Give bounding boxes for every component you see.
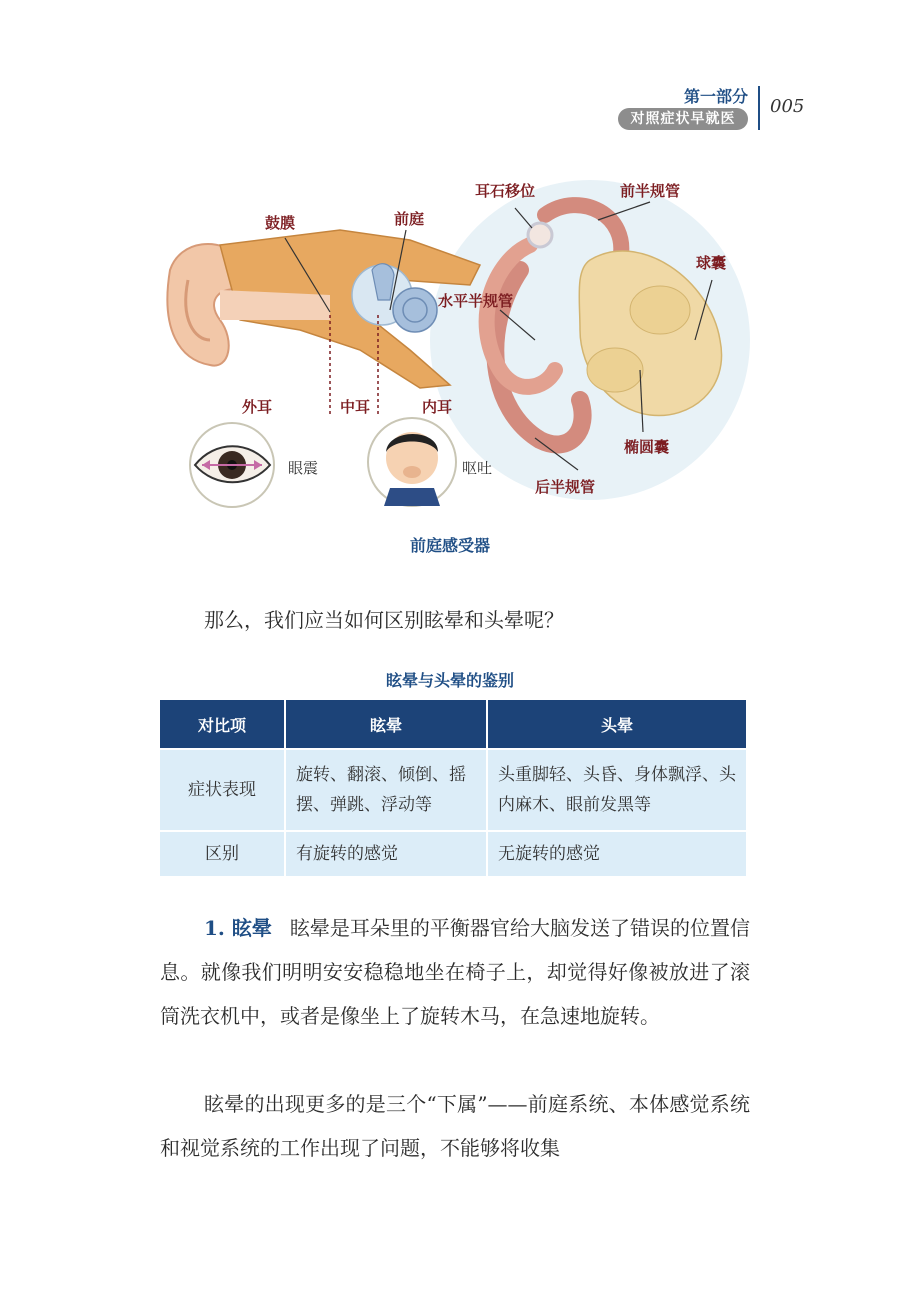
page-number: 005 xyxy=(770,96,805,117)
table-cell: 区别 xyxy=(160,831,285,876)
section-paragraph-1 xyxy=(160,906,750,1038)
comparison-table xyxy=(160,700,746,876)
label-saccule: 球囊 xyxy=(696,254,727,272)
section-paragraph-2: 眩晕的出现更多的是三个“下属”——前庭系统、本体感觉系统和视觉系统的工作出现了问题，不能够将收集 xyxy=(160,1092,750,1160)
ear-anatomy-illustration xyxy=(150,170,760,520)
figure-caption: 前庭感受器 xyxy=(409,536,490,555)
intro-paragraph: 那么，我们应当如何区别眩晕和头晕呢？ xyxy=(204,608,564,632)
label-anterior-canal: 前半规管 xyxy=(620,182,681,200)
table-cell: 无旋转的感觉 xyxy=(487,831,746,876)
header-divider xyxy=(758,86,760,130)
label-utricle: 椭圆囊 xyxy=(624,438,670,456)
vomiting-child-icon xyxy=(368,418,456,506)
label-eardrum: 鼓膜 xyxy=(265,214,296,232)
table-cell: 症状表现 xyxy=(160,749,285,831)
table-header-cell: 头晕 xyxy=(487,700,746,749)
label-vomiting: 呕吐 xyxy=(462,459,493,477)
table-title: 眩晕与头晕的鉴别 xyxy=(385,671,514,690)
table-header-cell: 对比项 xyxy=(160,700,285,749)
label-outer-ear: 外耳 xyxy=(242,398,273,416)
part-title: 第一部分 xyxy=(683,87,748,106)
vestibular-figure xyxy=(150,170,760,520)
section-paragraph-1-text: 眩晕是耳朵里的平衡器官给大脑发送了错误的位置信息。就像我们明明安安稳稳地坐在椅子上，却觉得好像被放进了滚筒洗衣机中，或者是像坐上了旋转木马，在急速地旋转。 xyxy=(160,916,751,1028)
eye-icon xyxy=(190,423,274,507)
table-cell: 有旋转的感觉 xyxy=(285,831,487,876)
label-nystagmus: 眼震 xyxy=(288,459,319,477)
part-subtitle-badge: 对照症状早就医 xyxy=(618,108,748,130)
ear-canal-shape xyxy=(220,290,330,320)
label-otolith: 耳石移位 xyxy=(475,182,536,200)
table-cell: 旋转、翻滚、倾倒、摇摆、弹跳、浮动等 xyxy=(285,749,487,831)
label-inner-ear: 内耳 xyxy=(422,398,453,416)
table-row xyxy=(160,749,746,831)
table-header-row xyxy=(160,700,746,749)
cochlea-shape xyxy=(393,288,437,332)
label-horizontal-canal: 水平半规管 xyxy=(438,292,514,310)
label-vestibule: 前庭 xyxy=(394,210,425,228)
label-middle-ear: 中耳 xyxy=(340,398,371,416)
section-heading: 1. 眩晕 xyxy=(204,916,272,940)
table-cell: 头重脚轻、头昏、身体飘浮、头内麻木、眼前发黑等 xyxy=(487,749,746,831)
table-header-cell: 眩晕 xyxy=(285,700,487,749)
table-row xyxy=(160,831,746,876)
otolith-spot xyxy=(528,223,552,247)
label-posterior-canal: 后半规管 xyxy=(535,478,596,496)
